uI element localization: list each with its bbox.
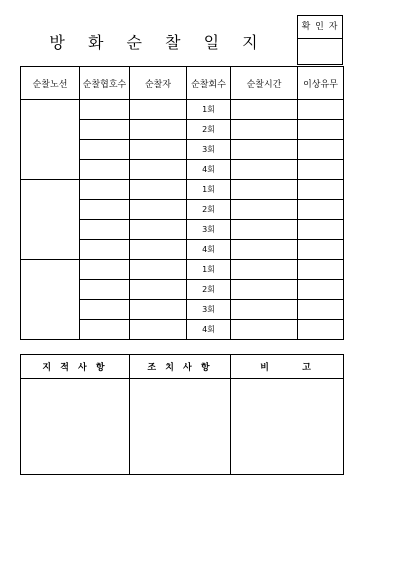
time-cell[interactable] <box>231 320 298 340</box>
column-header-round: 순찰회수 <box>187 67 231 100</box>
patroller-cell[interactable] <box>130 180 187 200</box>
table-row <box>21 180 344 200</box>
time-cell[interactable] <box>231 300 298 320</box>
patrol-log-table <box>20 66 344 340</box>
patroller-cell[interactable] <box>130 120 187 140</box>
notes-table <box>20 354 344 475</box>
status-cell[interactable] <box>298 220 344 240</box>
unit-cell[interactable] <box>80 220 130 240</box>
round-cell: 3회 <box>187 300 231 320</box>
status-cell[interactable] <box>298 280 344 300</box>
patroller-cell[interactable] <box>130 140 187 160</box>
unit-cell[interactable] <box>80 200 130 220</box>
time-cell[interactable] <box>231 140 298 160</box>
unit-cell[interactable] <box>80 120 130 140</box>
status-cell[interactable] <box>298 180 344 200</box>
patroller-cell[interactable] <box>130 300 187 320</box>
status-cell[interactable] <box>298 240 344 260</box>
patroller-cell[interactable] <box>130 160 187 180</box>
time-cell[interactable] <box>231 260 298 280</box>
round-cell: 3회 <box>187 140 231 160</box>
unit-cell[interactable] <box>80 280 130 300</box>
time-cell[interactable] <box>231 280 298 300</box>
status-cell[interactable] <box>298 140 344 160</box>
unit-cell[interactable] <box>80 260 130 280</box>
round-cell: 4회 <box>187 160 231 180</box>
round-cell: 2회 <box>187 200 231 220</box>
notes-header-row <box>21 355 344 379</box>
remarks-field[interactable] <box>231 379 344 475</box>
time-cell[interactable] <box>231 100 298 120</box>
route-cell[interactable] <box>21 180 80 260</box>
confirm-label: 확 인 자 <box>298 16 342 39</box>
remarks-label-char: 비 <box>260 363 272 373</box>
notes-body-row <box>21 379 344 475</box>
time-cell[interactable] <box>231 220 298 240</box>
time-cell[interactable] <box>231 120 298 140</box>
time-cell[interactable] <box>231 200 298 220</box>
column-header-status: 이상유무 <box>298 67 344 100</box>
column-header-unit: 순찰협호수 <box>80 67 130 100</box>
unit-cell[interactable] <box>80 100 130 120</box>
time-cell[interactable] <box>231 160 298 180</box>
status-cell[interactable] <box>298 200 344 220</box>
round-cell: 2회 <box>187 280 231 300</box>
status-cell[interactable] <box>298 120 344 140</box>
round-cell: 2회 <box>187 120 231 140</box>
table-header-row <box>21 67 344 100</box>
round-cell: 4회 <box>187 320 231 340</box>
actions-header: 조 치 사 항 <box>130 355 231 379</box>
confirm-box <box>297 15 343 65</box>
unit-cell[interactable] <box>80 140 130 160</box>
remarks-label-char: 고 <box>302 363 314 373</box>
route-cell[interactable] <box>21 100 80 180</box>
unit-cell[interactable] <box>80 240 130 260</box>
patroller-cell[interactable] <box>130 200 187 220</box>
round-cell: 3회 <box>187 220 231 240</box>
confirm-signature-field[interactable] <box>298 39 342 65</box>
patroller-cell[interactable] <box>130 240 187 260</box>
table-row <box>21 260 344 280</box>
patroller-cell[interactable] <box>130 100 187 120</box>
status-cell[interactable] <box>298 100 344 120</box>
actions-field[interactable] <box>130 379 231 475</box>
remarks-header <box>231 355 344 379</box>
status-cell[interactable] <box>298 300 344 320</box>
patroller-cell[interactable] <box>130 260 187 280</box>
time-cell[interactable] <box>231 180 298 200</box>
patroller-cell[interactable] <box>130 280 187 300</box>
table-row <box>21 100 344 120</box>
status-cell[interactable] <box>298 160 344 180</box>
unit-cell[interactable] <box>80 180 130 200</box>
unit-cell[interactable] <box>80 160 130 180</box>
round-cell: 1회 <box>187 100 231 120</box>
column-header-patroller: 순찰자 <box>130 67 187 100</box>
unit-cell[interactable] <box>80 300 130 320</box>
findings-header: 지 적 사 항 <box>21 355 130 379</box>
time-cell[interactable] <box>231 240 298 260</box>
route-cell[interactable] <box>21 260 80 340</box>
patroller-cell[interactable] <box>130 320 187 340</box>
round-cell: 1회 <box>187 180 231 200</box>
column-header-route: 순찰노선 <box>21 67 80 100</box>
round-cell: 4회 <box>187 240 231 260</box>
status-cell[interactable] <box>298 260 344 280</box>
status-cell[interactable] <box>298 320 344 340</box>
findings-field[interactable] <box>21 379 130 475</box>
column-header-time: 순찰시간 <box>231 67 298 100</box>
page-title: 방 화 순 찰 일 지 <box>49 33 267 52</box>
patroller-cell[interactable] <box>130 220 187 240</box>
round-cell: 1회 <box>187 260 231 280</box>
unit-cell[interactable] <box>80 320 130 340</box>
